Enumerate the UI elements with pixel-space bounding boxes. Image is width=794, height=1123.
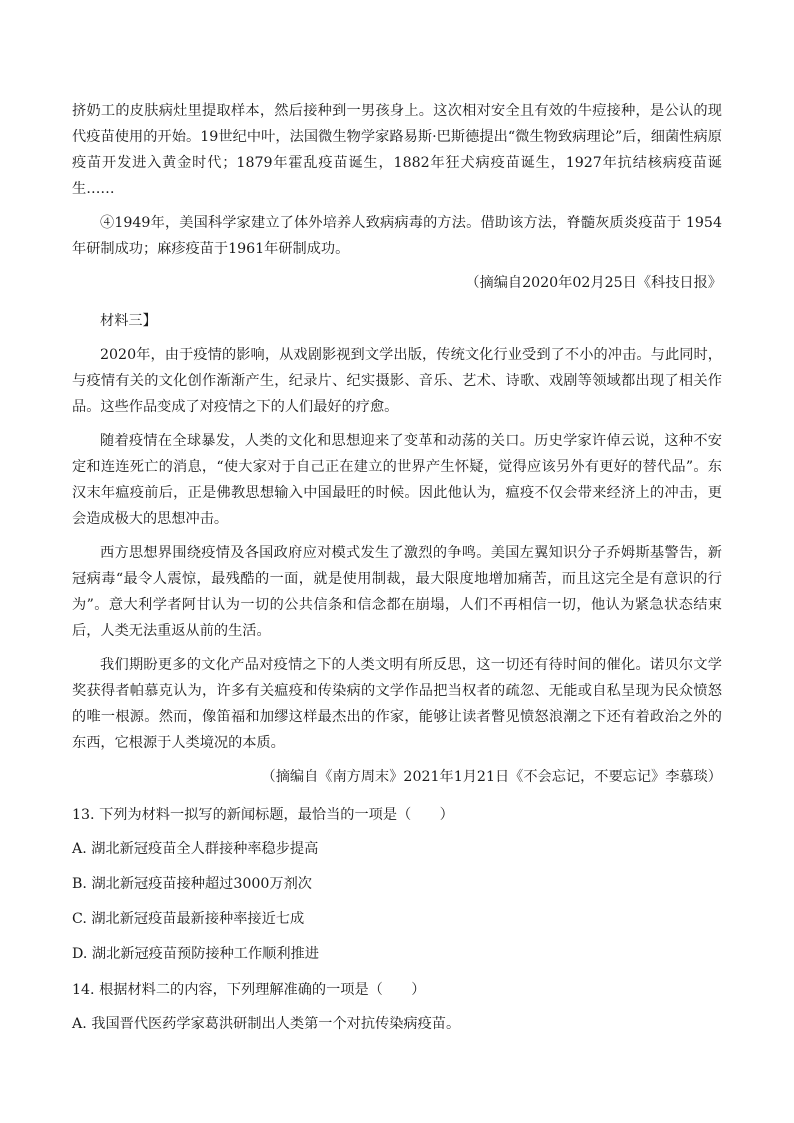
material2-source: （摘编自2020年02月25日《科技日报》 bbox=[465, 275, 722, 291]
material3-title: 材料三】 bbox=[100, 313, 157, 329]
material2-paragraph-4: ④1949年，美国科学家建立了体外培养人致病病毒的方法。借助该方法，脊髓灰质炎疫苗于 1954年研制成功；麻疹疫苗于1961年研制成功。 bbox=[72, 215, 722, 257]
question-13-option-b: B. 湖北新冠疫苗接种超过3000万剂次 bbox=[72, 876, 312, 892]
question-13-option-d: D. 湖北新冠疫苗预防接种工作顺利推进 bbox=[72, 946, 319, 962]
material3-paragraph-3: 西方思想界围绕疫情及各国政府应对模式发生了激烈的争鸣。美国左翼知识分子乔姆斯基警告，新冠病毒“最令人震惊，最残酷的一面，就是使用制裁，最大限度地增加痛苦，而且这完全是有意识的行为”。意大利学者阿甘认为一切的公共信条和信念都在崩塌，人们不再相信一切，他认为紧急状态结束后，人类无法重返从前的生活。 bbox=[72, 545, 722, 639]
material3-paragraph-4: 我们期盼更多的文化产品对疫情之下的人类文明有所反思，这一切还有待时间的催化。诺贝尔文学奖获得者帕慕克认为，许多有关瘟疫和传染病的文学作品把当权者的疏忽、无能或自私呈现为民众愤怒的唯一根源。然而，像笛福和加缪这样最杰出的作家，能够让读者瞥见愤怒浪潮之下还有着政治之外的东西，它根源于人类境况的本质。 bbox=[72, 657, 722, 751]
question-13-option-c: C. 湖北新冠疫苗最新接种率接近七成 bbox=[72, 911, 305, 927]
material2-paragraph-continued: 挤奶工的皮肤病灶里提取样本，然后接种到一男孩身上。这次相对安全且有效的牛痘接种，是公认的现代疫苗使用的开始。19世纪中叶，法国微生物学家路易斯·巴斯德提出“微生物致病理论”后，细菌性病原疫苗开发进入黄金时代；1879年霍乱疫苗诞生，1882年狂犬病疫苗诞生，1927年抗结核病疫苗诞生…… bbox=[72, 103, 722, 197]
question-13-option-a: A. 湖北新冠疫苗全人群接种率稳步提高 bbox=[72, 841, 319, 857]
question-14-stem: 14. 根据材料二的内容，下列理解准确的一项是（ ） bbox=[72, 982, 426, 998]
material3-source: （摘编自《南方周末》2021年1月21日《不会忘记，不要忘记》李慕琰） bbox=[261, 769, 722, 785]
question-14-option-a: A. 我国晋代医药学家葛洪研制出人类第一个对抗传染病疫苗。 bbox=[72, 1016, 461, 1032]
material3-paragraph-1: 2020年，由于疫情的影响，从戏剧影视到文学出版，传统文化行业受到了不小的冲击。与此同时，与疫情有关的文化创作渐渐产生，纪录片、纪实摄影、音乐、艺术、诗歌、戏剧等领域都出现了相关作品。这些作品变成了对疫情之下的人们最好的疗愈。 bbox=[72, 347, 722, 415]
document-content bbox=[72, 98, 722, 1046]
question-13-stem: 13. 下列为材料一拟写的新闻标题，最恰当的一项是（ ） bbox=[72, 807, 454, 823]
material3-paragraph-2: 随着疫情在全球暴发，人类的文化和思想迎来了变革和动荡的关口。历史学家许倬云说，这种不安定和连连死亡的消息，“使大家对于自己正在建立的世界产生怀疑，觉得应该另外有更好的替代品”。东汉末年瘟疫前后，正是佛教思想输入中国最旺的时候。因此他认为，瘟疫不仅会带来经济上的冲击，更会造成极大的思想冲击。 bbox=[72, 433, 722, 527]
